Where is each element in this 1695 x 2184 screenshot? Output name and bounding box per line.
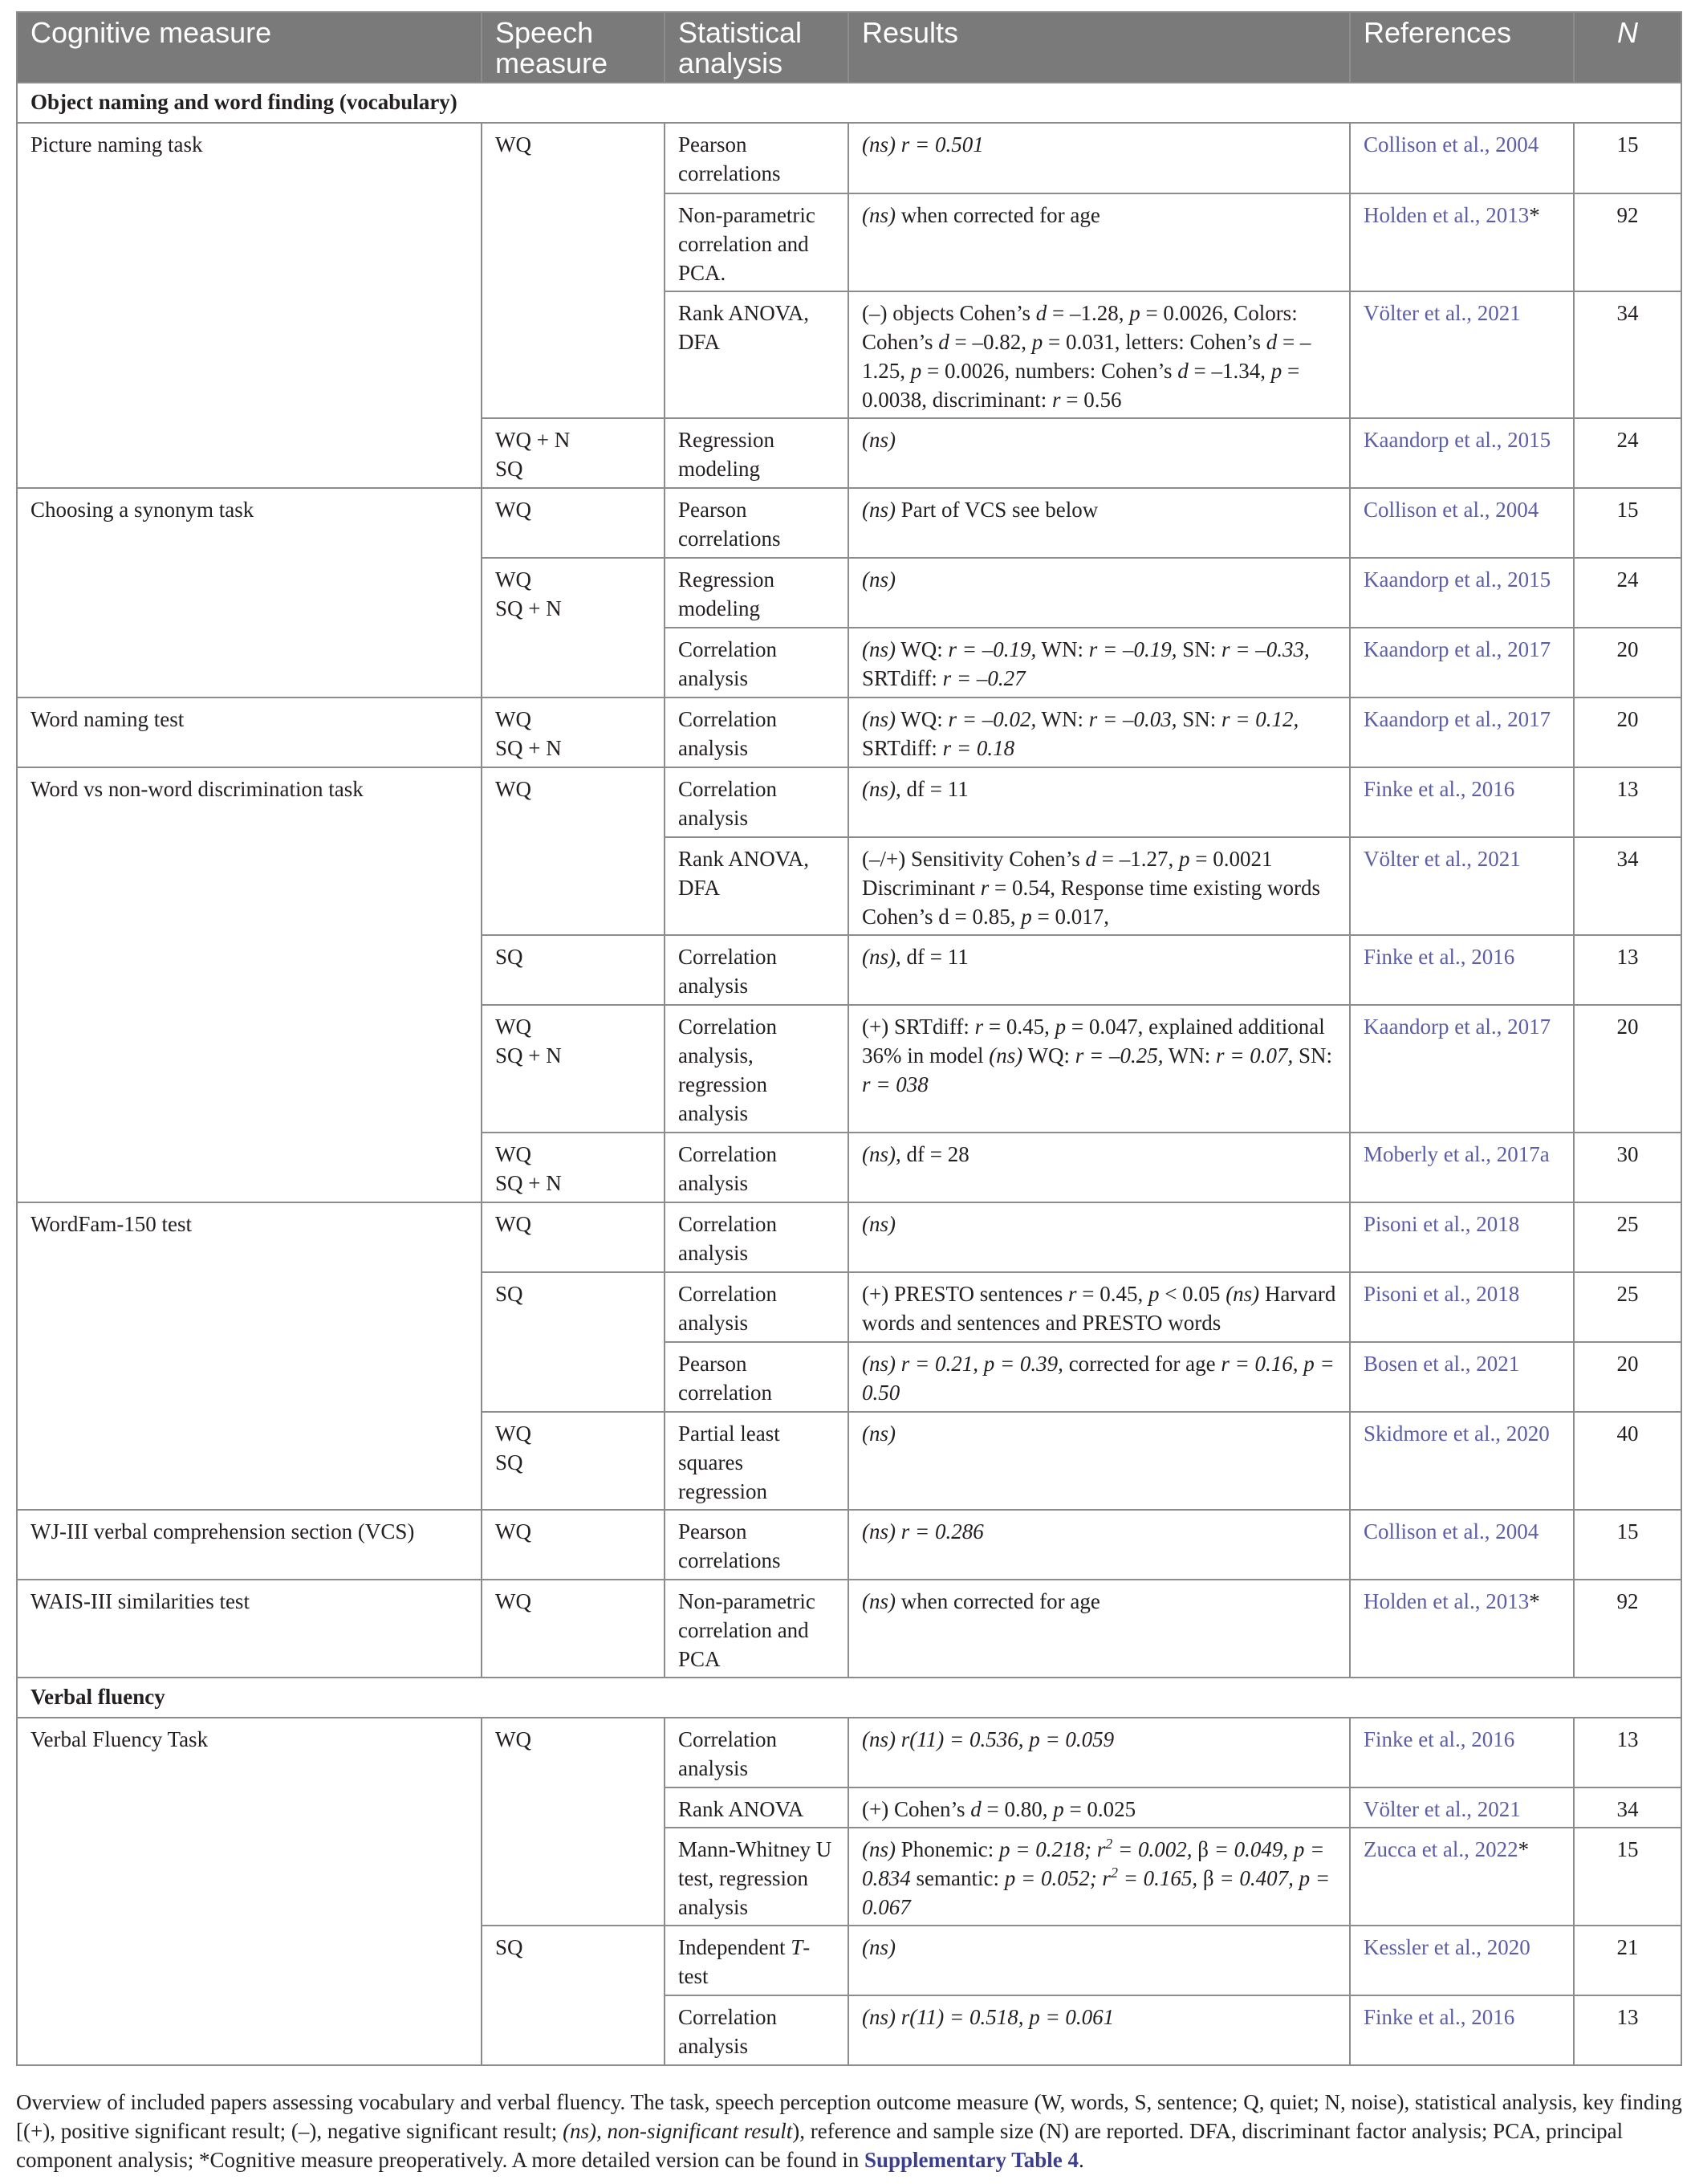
- speech-measure: WQ: [482, 1510, 665, 1580]
- result: [848, 1510, 1350, 1580]
- speech-measure-line: SQ + N: [495, 1171, 562, 1195]
- speech-measure-line: SQ: [495, 457, 523, 481]
- result-text: (ns): [862, 777, 896, 801]
- reference[interactable]: [1350, 1787, 1574, 1828]
- section-title: Object naming and word finding (vocabulary): [17, 83, 1681, 123]
- result-text: p: [1055, 1015, 1067, 1039]
- header-statistical-analysis: [665, 12, 848, 83]
- result-text: (ns): [862, 203, 896, 227]
- sample-size: 21: [1574, 1926, 1681, 1995]
- result-text: d: [938, 330, 949, 354]
- result: [848, 697, 1350, 767]
- result-text: (ns) r = 0.286: [862, 1519, 984, 1543]
- sample-size: 24: [1574, 418, 1681, 488]
- table-row: [17, 488, 1681, 558]
- result-text: r = 0.07,: [1215, 1043, 1294, 1068]
- result: [848, 837, 1350, 935]
- result-text: = 0.80,: [981, 1797, 1054, 1821]
- speech-measure: SQ: [482, 1926, 665, 2065]
- reference-link[interactable]: Finke et al., 2016: [1364, 2005, 1515, 2029]
- result-text: (–) objects Cohen’s: [862, 301, 1036, 325]
- result-text: (ns) r(11) = 0.518, p = 0.061: [862, 2005, 1115, 2029]
- result: [848, 1926, 1350, 1995]
- reference[interactable]: [1350, 1510, 1574, 1580]
- result-text: (ns): [862, 498, 896, 522]
- result-text: (ns): [862, 1589, 896, 1613]
- result-text: d: [1177, 359, 1189, 383]
- result-text: (ns): [862, 707, 896, 731]
- reference-link[interactable]: Kaandorp et al., 2015: [1364, 567, 1551, 592]
- speech-measure: WQ: [482, 1718, 665, 1926]
- result-text: (ns): [862, 1935, 896, 1959]
- speech-measure: WQ: [482, 488, 665, 558]
- result: [848, 193, 1350, 291]
- sample-size: 25: [1574, 1202, 1681, 1272]
- result-text: r = 0.16, p = 0.50: [862, 1352, 1335, 1405]
- reference[interactable]: [1350, 418, 1574, 488]
- reference-link[interactable]: Moberly et al., 2017a: [1364, 1142, 1550, 1166]
- result-text: < 0.05: [1159, 1282, 1226, 1306]
- result-text: (–/+) Sensitivity Cohen’s: [862, 847, 1086, 871]
- result: [848, 123, 1350, 193]
- section-title: Verbal fluency: [17, 1678, 1681, 1718]
- statistical-analysis-text: -test: [678, 1935, 811, 1988]
- result: [848, 1580, 1350, 1678]
- speech-measure-line: SQ + N: [495, 1043, 562, 1068]
- cognitive-measure: WAIS-III similarities test: [17, 1580, 482, 1678]
- result-text: = 0.049, p = 0.834: [862, 1837, 1325, 1890]
- sample-size: 13: [1574, 767, 1681, 837]
- reference-link[interactable]: Collison et al., 2004: [1364, 132, 1539, 157]
- result-text: (ns): [862, 637, 896, 661]
- header-n: N: [1574, 12, 1681, 83]
- result-text: (ns) r(11) = 0.536, p = 0.059: [862, 1727, 1115, 1751]
- header-speech-line1: Speech: [495, 16, 594, 49]
- result-text: = 0.407, p = 0.067: [862, 1866, 1331, 1919]
- reference-link[interactable]: Kaandorp et al., 2015: [1364, 428, 1551, 452]
- reference[interactable]: [1350, 1202, 1574, 1272]
- speech-measure: WQ: [482, 1202, 665, 1272]
- result-text: (ns): [862, 945, 896, 969]
- result-text: = –1.27,: [1095, 847, 1179, 871]
- reference-link[interactable]: Kaandorp et al., 2017: [1364, 637, 1551, 661]
- result: [848, 935, 1350, 1005]
- reference[interactable]: [1350, 1412, 1574, 1510]
- header-stat-line2: analysis: [678, 47, 783, 79]
- speech-measure: [482, 1412, 665, 1510]
- result-text: = 0.031, letters: Cohen’s: [1043, 330, 1266, 354]
- result: [848, 488, 1350, 558]
- statistical-analysis: Correlation analysis: [665, 697, 848, 767]
- sample-size: 34: [1574, 837, 1681, 935]
- statistical-analysis: Correlation analysis: [665, 1133, 848, 1202]
- result-text: , df = 11: [896, 777, 969, 801]
- result-text: , df = 28: [896, 1142, 969, 1166]
- result-text: d: [970, 1797, 982, 1821]
- result-text: d: [1035, 301, 1047, 325]
- reference[interactable]: [1350, 1342, 1574, 1412]
- sample-size: 25: [1574, 1272, 1681, 1342]
- footnote-marker: *: [1529, 1589, 1540, 1613]
- speech-measure: WQ: [482, 123, 665, 418]
- statistical-analysis-text: Independent: [678, 1935, 791, 1959]
- statistical-analysis: Correlation analysis, regression analysis: [665, 1005, 848, 1133]
- reference-link[interactable]: Holden et al., 2013: [1364, 1589, 1530, 1613]
- reference[interactable]: [1350, 628, 1574, 697]
- result-text: = –1.28,: [1047, 301, 1130, 325]
- result-text: r = 0.12,: [1221, 707, 1299, 731]
- reference[interactable]: [1350, 697, 1574, 767]
- reference[interactable]: [1350, 193, 1574, 291]
- result: [848, 1272, 1350, 1342]
- reference-link[interactable]: Finke et al., 2016: [1364, 945, 1515, 969]
- result-text: (ns) r = 0.21, p = 0.39,: [862, 1352, 1063, 1376]
- result-text: p = 0.052; r: [1004, 1866, 1111, 1890]
- section-row: [17, 1678, 1681, 1718]
- header-speech-line2: measure: [495, 47, 608, 79]
- result-text: SN:: [1177, 707, 1221, 731]
- cognitive-measure: Verbal Fluency Task: [17, 1718, 482, 2065]
- result-text: p: [1129, 301, 1140, 325]
- header-speech-measure: [482, 12, 665, 83]
- sample-size: 13: [1574, 1718, 1681, 1787]
- result-text: (+) PRESTO sentences: [862, 1282, 1068, 1306]
- statistical-analysis: Correlation analysis: [665, 628, 848, 697]
- result-text: d: [1085, 847, 1096, 871]
- reference[interactable]: [1350, 1718, 1574, 1787]
- reference-link[interactable]: Pisoni et al., 2018: [1364, 1212, 1520, 1236]
- result-text: WQ:: [1022, 1043, 1075, 1068]
- cognitive-measure: WJ-III verbal comprehension section (VCS): [17, 1510, 482, 1580]
- result-text: WQ:: [896, 637, 949, 661]
- result-text: r: [974, 1015, 984, 1039]
- sample-size: 30: [1574, 1133, 1681, 1202]
- speech-measure-line: WQ: [495, 1421, 531, 1446]
- reference-link[interactable]: Collison et al., 2004: [1364, 498, 1539, 522]
- result-text: 2: [1105, 1836, 1113, 1852]
- sample-size: 24: [1574, 558, 1681, 628]
- result-text: semantic:: [910, 1866, 1005, 1890]
- result-text: = –0.82,: [949, 330, 1032, 354]
- statistical-analysis: Correlation analysis: [665, 1718, 848, 1787]
- result: [848, 1412, 1350, 1510]
- speech-measure-line: SQ + N: [495, 596, 562, 620]
- result-text: , df = 11: [896, 945, 969, 969]
- statistical-analysis: Rank ANOVA, DFA: [665, 837, 848, 935]
- reference[interactable]: [1350, 291, 1574, 418]
- result-text: β: [1197, 1837, 1209, 1861]
- result-text: (ns): [862, 1837, 896, 1861]
- result-text: p = 0.218; r: [999, 1837, 1106, 1861]
- result-text: (ns): [1226, 1282, 1260, 1306]
- statistical-analysis: Rank ANOVA: [665, 1787, 848, 1828]
- result-text: when corrected for age: [896, 203, 1100, 227]
- speech-measure: SQ: [482, 935, 665, 1005]
- result-text: p: [1021, 905, 1032, 929]
- sample-size: 20: [1574, 1005, 1681, 1133]
- speech-measure: [482, 697, 665, 767]
- speech-measure-line: WQ: [495, 567, 531, 592]
- reference[interactable]: [1350, 1580, 1574, 1678]
- result-text: corrected for age: [1063, 1352, 1221, 1376]
- results-table: [16, 11, 1682, 2066]
- result-text: β: [1202, 1866, 1214, 1890]
- result-text: = 0.165,: [1117, 1866, 1203, 1890]
- cognitive-measure: Word vs non-word discrimination task: [17, 767, 482, 1202]
- sample-size: 34: [1574, 1787, 1681, 1828]
- speech-measure: [482, 418, 665, 488]
- result-text: r = –0.02,: [948, 707, 1037, 731]
- result-text: (+) SRTdiff:: [862, 1015, 975, 1039]
- statistical-analysis: Regression modeling: [665, 418, 848, 488]
- result-text: SRTdiff:: [862, 736, 943, 760]
- reference-link[interactable]: Kaandorp et al., 2017: [1364, 1015, 1551, 1039]
- result-text: Harvard words and sentences and PRESTO words: [862, 1282, 1336, 1335]
- table-row: [17, 697, 1681, 767]
- table-row: [17, 1510, 1681, 1580]
- reference-link[interactable]: Völter et al., 2021: [1364, 1797, 1521, 1821]
- result-text: when corrected for age: [896, 1589, 1100, 1613]
- reference-link[interactable]: Kaandorp et al., 2017: [1364, 707, 1551, 731]
- reference[interactable]: [1350, 123, 1574, 193]
- result-text: Phonemic:: [896, 1837, 999, 1861]
- result: [848, 1133, 1350, 1202]
- sample-size: 40: [1574, 1412, 1681, 1510]
- result-text: r: [1067, 1282, 1077, 1306]
- result-text: Part of VCS see below: [896, 498, 1099, 522]
- result-text: = 0.0026, numbers: Cohen’s: [921, 359, 1178, 383]
- result-text: 2: [1110, 1865, 1118, 1881]
- sample-size: 20: [1574, 628, 1681, 697]
- statistical-analysis: Correlation analysis: [665, 1202, 848, 1272]
- speech-measure-line: WQ + N: [495, 428, 571, 452]
- header-row: [17, 12, 1681, 83]
- sample-size: 13: [1574, 935, 1681, 1005]
- result: [848, 1828, 1350, 1926]
- result-text: p: [1148, 1282, 1160, 1306]
- reference-link[interactable]: Collison et al., 2004: [1364, 1519, 1539, 1543]
- statistical-analysis: Regression modeling: [665, 558, 848, 628]
- speech-measure: [482, 558, 665, 697]
- result-text: r = –0.33,: [1221, 637, 1310, 661]
- speech-measure: [482, 1133, 665, 1202]
- speech-measure: [482, 1005, 665, 1133]
- reference-link[interactable]: Zucca et al., 2022: [1364, 1837, 1518, 1861]
- statistical-analysis: Partial least squares regression: [665, 1412, 848, 1510]
- statistical-analysis: Mann-Whitney U test, regression analysis: [665, 1828, 848, 1926]
- result-text: r: [1051, 388, 1061, 412]
- statistical-analysis: Non-parametric correlation and PCA.: [665, 193, 848, 291]
- result-text: SRTdiff:: [862, 666, 943, 690]
- speech-measure-line: WQ: [495, 1142, 531, 1166]
- result-text: = 0.0026, Colors: Cohen’s: [862, 301, 1298, 354]
- result: [848, 1342, 1350, 1412]
- reference[interactable]: [1350, 558, 1574, 628]
- reference[interactable]: [1350, 935, 1574, 1005]
- result-text: = 0.0038, discriminant:: [862, 359, 1300, 412]
- cognitive-measure: Picture naming task: [17, 123, 482, 488]
- result-text: (ns): [862, 1421, 896, 1446]
- result: [848, 418, 1350, 488]
- reference-link[interactable]: Finke et al., 2016: [1364, 777, 1515, 801]
- cognitive-measure: WordFam-150 test: [17, 1202, 482, 1510]
- result-text: r = 038: [862, 1072, 929, 1096]
- sample-size: 20: [1574, 697, 1681, 767]
- statistical-analysis: Correlation analysis: [665, 1272, 848, 1342]
- result-text: r = –0.19,: [1088, 637, 1177, 661]
- speech-measure-line: WQ: [495, 1015, 531, 1039]
- footnote-text: Overview of included papers assessing vocabulary and verbal fluency. The task, speech perception outcome measure (W, words, S, sentence; Q, quiet; N, noise), statistical analysis, key finding [(+), positive significant result; (–), negative significant result;: [16, 2090, 1682, 2143]
- result-text: (ns) r = 0.501: [862, 132, 984, 157]
- result-text: r = –0.03,: [1088, 707, 1177, 731]
- sample-size: 20: [1574, 1342, 1681, 1412]
- reference-link[interactable]: Kessler et al., 2020: [1364, 1935, 1530, 1959]
- speech-measure-line: SQ + N: [495, 736, 562, 760]
- result-text: (+) Cohen’s: [862, 1797, 971, 1821]
- speech-measure-line: WQ: [495, 707, 531, 731]
- result-text: = 0.45,: [983, 1015, 1055, 1039]
- result-text: SN:: [1177, 637, 1221, 661]
- statistical-analysis: Pearson correlations: [665, 1510, 848, 1580]
- sample-size: 92: [1574, 1580, 1681, 1678]
- table-row: [17, 123, 1681, 193]
- result: [848, 1787, 1350, 1828]
- result-text: SN:: [1293, 1043, 1332, 1068]
- speech-measure: WQ: [482, 767, 665, 935]
- reference[interactable]: [1350, 1995, 1574, 2065]
- result-text: p: [1031, 330, 1043, 354]
- result-text: (ns): [862, 567, 896, 592]
- header-stat-line1: Statistical: [678, 16, 803, 49]
- result-text: = –1.25,: [862, 330, 1311, 383]
- result-text: p: [1270, 359, 1282, 383]
- reference[interactable]: [1350, 1926, 1574, 1995]
- result: [848, 558, 1350, 628]
- statistical-analysis: Correlation analysis: [665, 767, 848, 837]
- result-text: = 0.017,: [1031, 905, 1109, 929]
- result-text: p: [910, 359, 922, 383]
- statistical-analysis: Pearson correlations: [665, 123, 848, 193]
- reference-link[interactable]: Völter et al., 2021: [1364, 301, 1521, 325]
- reference[interactable]: [1350, 837, 1574, 935]
- reference-link[interactable]: Pisoni et al., 2018: [1364, 1282, 1520, 1306]
- result: [848, 767, 1350, 837]
- footnote-text: ), reference and sample size (N) are reported. DFA, discriminant factor analysis; PCA, principal component analysis; *Cognitive measure preoperatively. A more detailed version can be found in: [16, 2119, 1624, 2172]
- speech-measure: SQ: [482, 1272, 665, 1412]
- reference[interactable]: [1350, 1133, 1574, 1202]
- cognitive-measure: Choosing a synonym task: [17, 488, 482, 697]
- speech-measure: WQ: [482, 1580, 665, 1678]
- reference-link[interactable]: Skidmore et al., 2020: [1364, 1421, 1550, 1446]
- cognitive-measure: Word naming test: [17, 697, 482, 767]
- sample-size: 15: [1574, 1828, 1681, 1926]
- result: [848, 1202, 1350, 1272]
- result-text: = 0.002,: [1112, 1837, 1198, 1861]
- result-text: = 0.025: [1063, 1797, 1136, 1821]
- table-footnote: [16, 2088, 1684, 2174]
- result-text: WN:: [1163, 1043, 1216, 1068]
- result: [848, 628, 1350, 697]
- footnote-text: .: [1079, 2148, 1084, 2172]
- table-row: [17, 1580, 1681, 1678]
- result-text: r: [980, 876, 990, 900]
- sample-size: 15: [1574, 1510, 1681, 1580]
- statistical-analysis: Correlation analysis: [665, 1995, 848, 2065]
- result-text: = 0.047, explained additional 36% in model: [862, 1015, 1325, 1068]
- reference-link[interactable]: Finke et al., 2016: [1364, 1727, 1515, 1751]
- result-text: WN:: [1036, 707, 1089, 731]
- header-results: Results: [848, 12, 1350, 83]
- reference[interactable]: [1350, 1828, 1574, 1926]
- reference-link[interactable]: Bosen et al., 2021: [1364, 1352, 1520, 1376]
- statistical-analysis: Pearson correlations: [665, 488, 848, 558]
- result-text: d: [1266, 330, 1278, 354]
- reference[interactable]: [1350, 488, 1574, 558]
- result-text: (ns): [862, 1142, 896, 1166]
- header-references: References: [1350, 12, 1574, 83]
- sample-size: 13: [1574, 1995, 1681, 2065]
- table-row: [17, 1718, 1681, 1787]
- result-text: WQ:: [896, 707, 949, 731]
- result-text: (ns): [862, 1212, 896, 1236]
- statistical-analysis: [665, 1926, 848, 1995]
- result-text: = 0.54, Response time existing words Cohen’s d = 0.85,: [862, 876, 1320, 929]
- footnote-text: (ns), non-significant result: [563, 2119, 793, 2143]
- result-text: r = 0.18: [942, 736, 1015, 760]
- reference[interactable]: [1350, 1005, 1574, 1133]
- statistical-analysis: Correlation analysis: [665, 935, 848, 1005]
- result-text: r = –0.25,: [1075, 1043, 1164, 1068]
- reference[interactable]: [1350, 1272, 1574, 1342]
- result-text: = –1.34,: [1188, 359, 1271, 383]
- table-row: [17, 1202, 1681, 1272]
- statistical-analysis: Pearson correlation: [665, 1342, 848, 1412]
- statistical-analysis: Non-parametric correlation and PCA: [665, 1580, 848, 1678]
- footnote-marker: *: [1518, 1837, 1530, 1861]
- table-row: [17, 767, 1681, 837]
- result-text: (ns): [862, 428, 896, 452]
- result-text: = 0.0021 Discriminant: [862, 847, 1273, 900]
- section-row: [17, 83, 1681, 123]
- sample-size: 15: [1574, 488, 1681, 558]
- result: [848, 1995, 1350, 2065]
- result-text: (ns): [989, 1043, 1023, 1068]
- result: [848, 1005, 1350, 1133]
- result: [848, 1718, 1350, 1787]
- footnote-marker: *: [1529, 203, 1540, 227]
- result-text: WN:: [1036, 637, 1089, 661]
- speech-measure-line: SQ: [495, 1450, 523, 1474]
- header-cognitive-measure: Cognitive measure: [17, 12, 482, 83]
- result-text: r = –0.19,: [948, 637, 1037, 661]
- result-text: p: [1053, 1797, 1064, 1821]
- result-text: r = –0.27: [942, 666, 1026, 690]
- result: [848, 291, 1350, 418]
- sample-size: 92: [1574, 193, 1681, 291]
- result-text: = 0.45,: [1076, 1282, 1148, 1306]
- supplementary-table-link[interactable]: Supplementary Table 4: [864, 2148, 1079, 2172]
- sample-size: 15: [1574, 123, 1681, 193]
- reference[interactable]: [1350, 767, 1574, 837]
- reference-link[interactable]: Völter et al., 2021: [1364, 847, 1521, 871]
- statistical-analysis: Rank ANOVA, DFA: [665, 291, 848, 418]
- reference-link[interactable]: Holden et al., 2013: [1364, 203, 1530, 227]
- statistical-analysis-text: T: [791, 1935, 803, 1959]
- result-text: = 0.56: [1060, 388, 1122, 412]
- result-text: p: [1178, 847, 1190, 871]
- sample-size: 34: [1574, 291, 1681, 418]
